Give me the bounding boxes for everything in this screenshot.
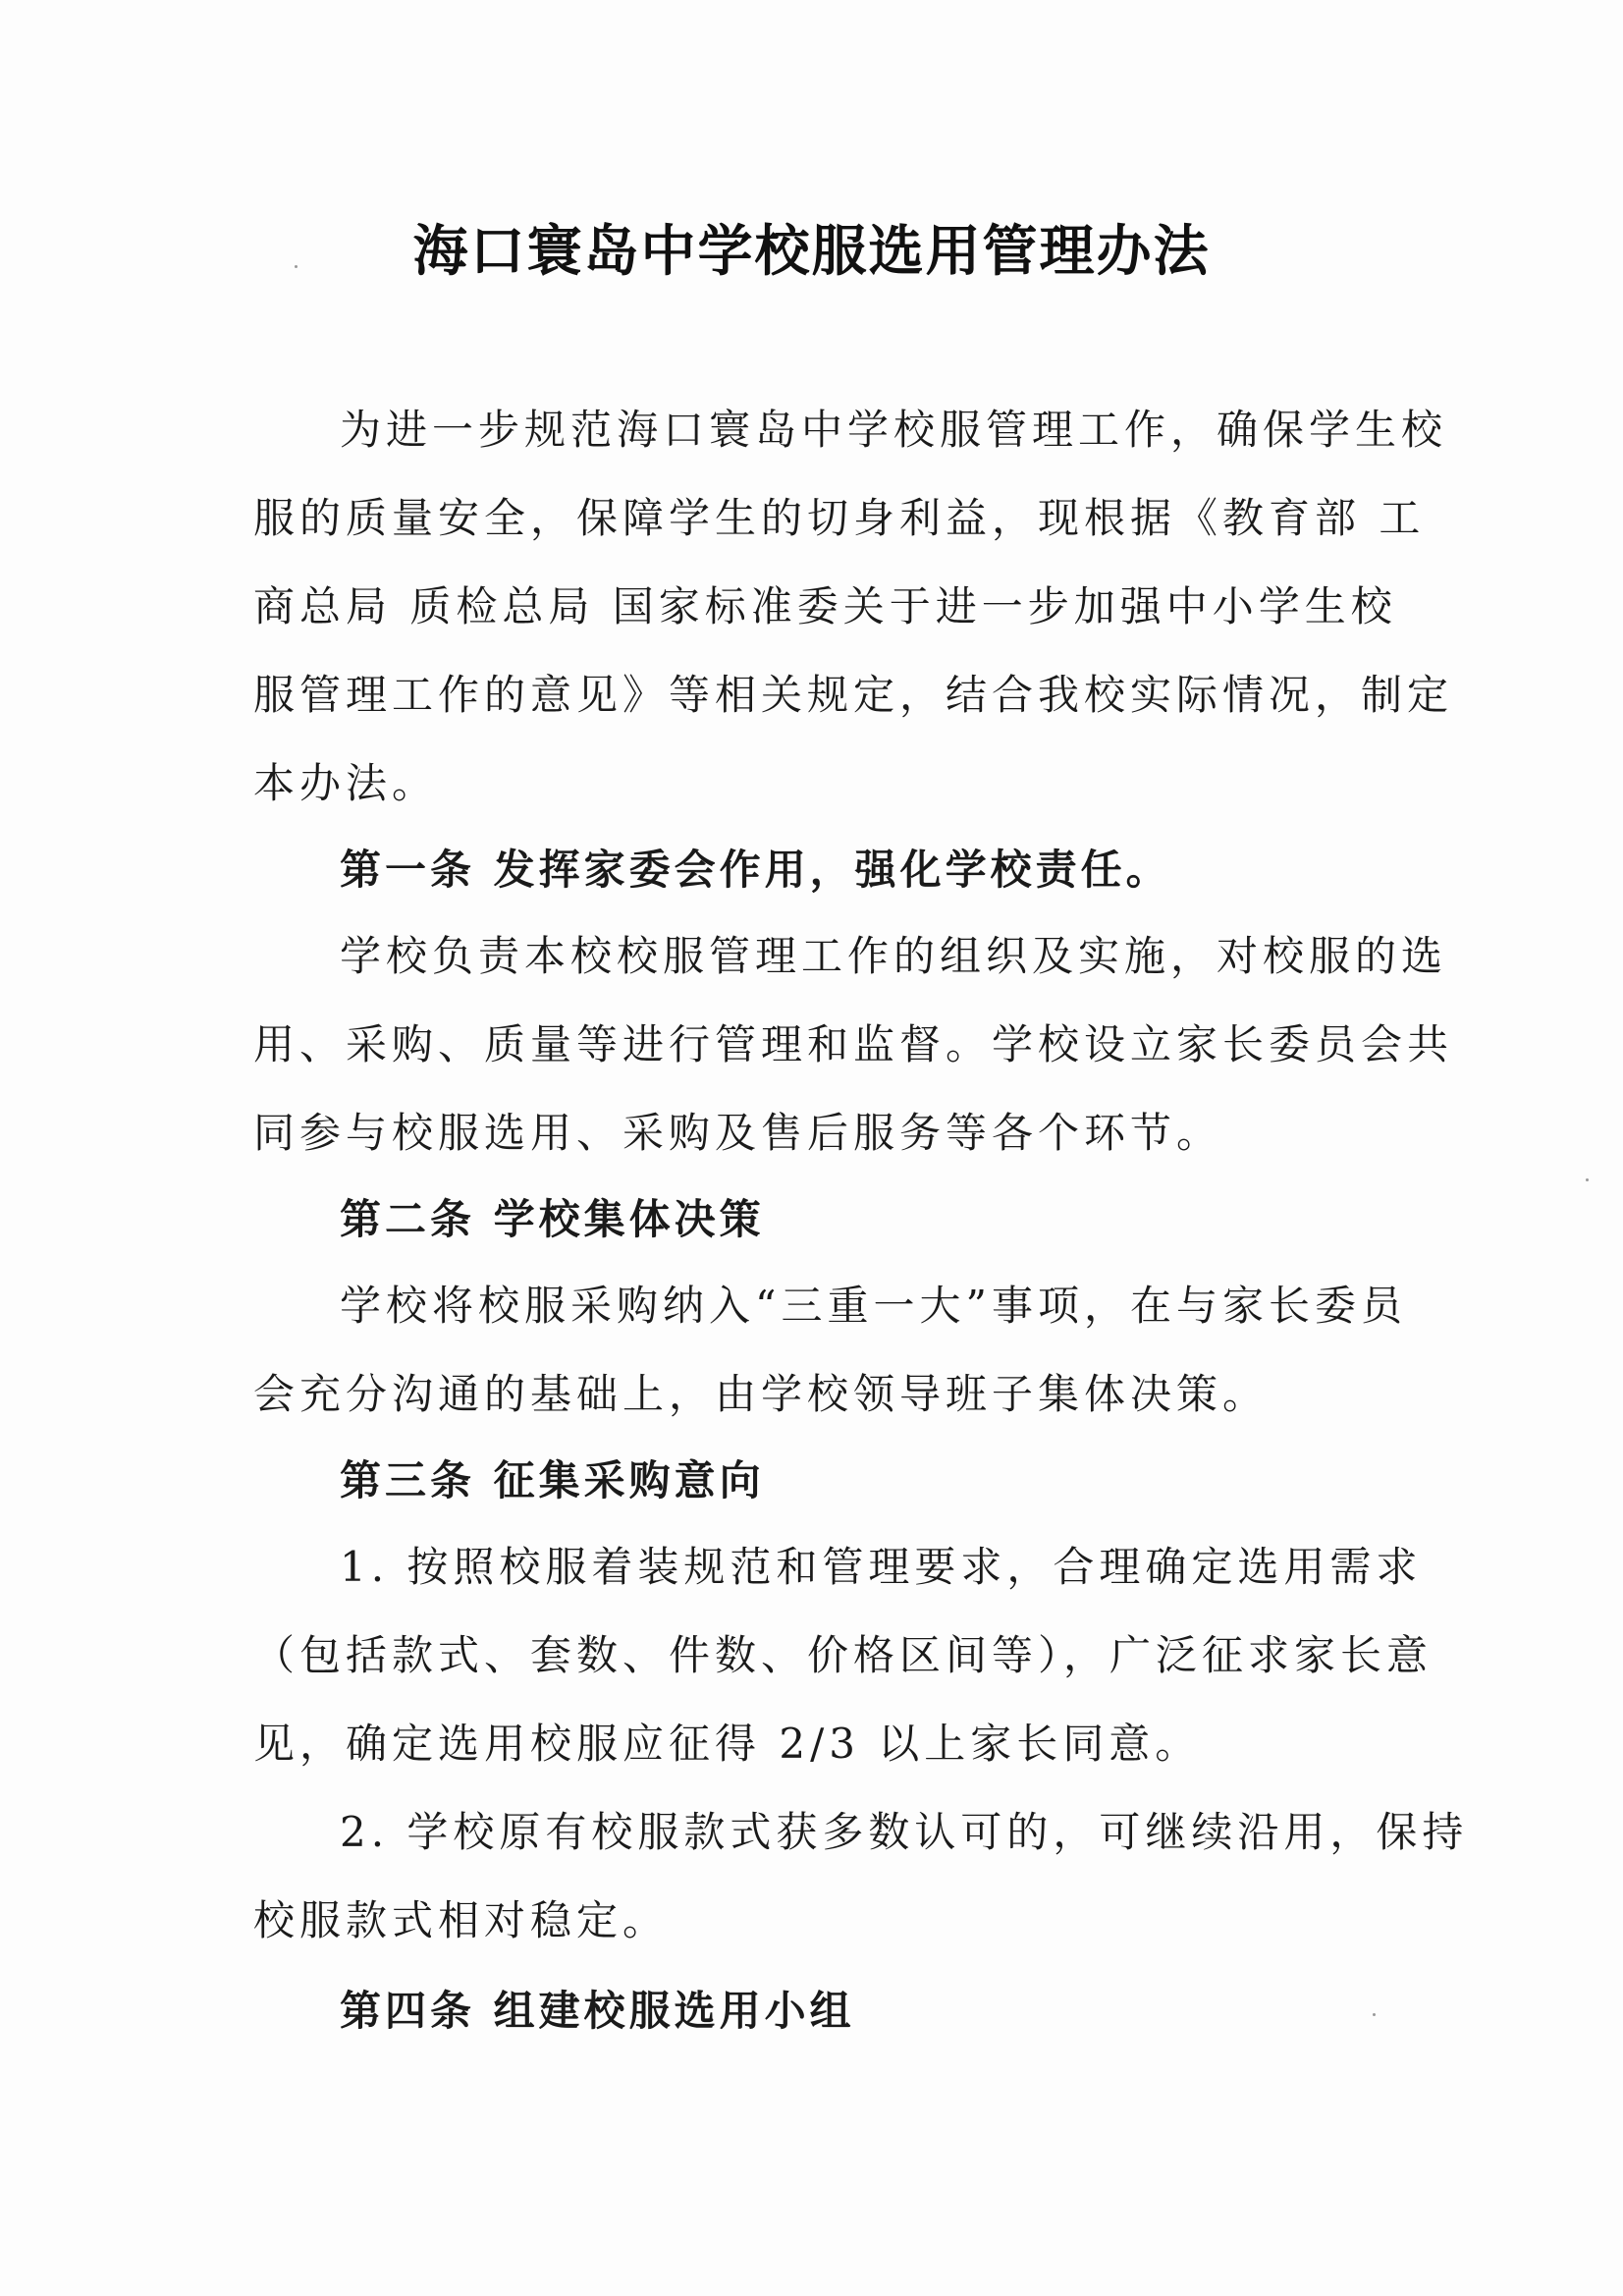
paragraph-line: （包括款式、套数、件数、价格区间等），广泛征求家长意	[253, 1631, 1434, 1679]
paragraph-line: 学校负责本校校服管理工作的组织及实施，对校服的选	[340, 932, 1448, 980]
scan-speck	[1373, 2013, 1376, 2016]
article-heading: 第三条 征集采购意向	[340, 1456, 765, 1504]
paragraph-line: 为进一步规范海口寰岛中学校服管理工作，确保学生校	[340, 406, 1448, 454]
paragraph-line: 2. 学校原有校服款式获多数认可的，可继续沿用，保持	[340, 1808, 1469, 1856]
paragraph-line: 服管理工作的意见》等相关规定，结合我校实际情况，制定	[253, 671, 1454, 719]
scan-speck	[295, 265, 298, 268]
paragraph-line: 同参与校服选用、采购及售后服务等各个环节。	[253, 1109, 1223, 1157]
paragraph-line: 校服款式相对稳定。	[253, 1896, 670, 1944]
paragraph-line: 本办法。	[253, 759, 439, 807]
paragraph-line: 1. 按照校服着装规范和管理要求，合理确定选用需求	[340, 1543, 1423, 1591]
paragraph-line: 学校将校服采购纳入“三重一大”事项，在与家长委员	[340, 1282, 1407, 1330]
paragraph-line: 会充分沟通的基础上，由学校领导班子集体决策。	[253, 1370, 1270, 1418]
paragraph-line: 用、采购、质量等进行管理和监督。学校设立家长委员会共	[253, 1020, 1454, 1068]
article-heading: 第四条 组建校服选用小组	[340, 1987, 855, 2035]
paragraph-line: 商总局 质检总局 国家标准委关于进一步加强中小学生校	[253, 582, 1397, 630]
page-title: 海口寰岛中学校服选用管理办法	[412, 220, 1211, 284]
article-heading: 第二条 学校集体决策	[340, 1195, 765, 1243]
paragraph-line: 见，确定选用校服应征得 2/3 以上家长同意。	[253, 1720, 1202, 1768]
paragraph-line: 服的质量安全，保障学生的切身利益，现根据《教育部 工	[253, 494, 1426, 542]
article-heading: 第一条 发挥家委会作用，强化学校责任。	[340, 846, 1171, 894]
scan-speck	[1586, 1178, 1589, 1181]
